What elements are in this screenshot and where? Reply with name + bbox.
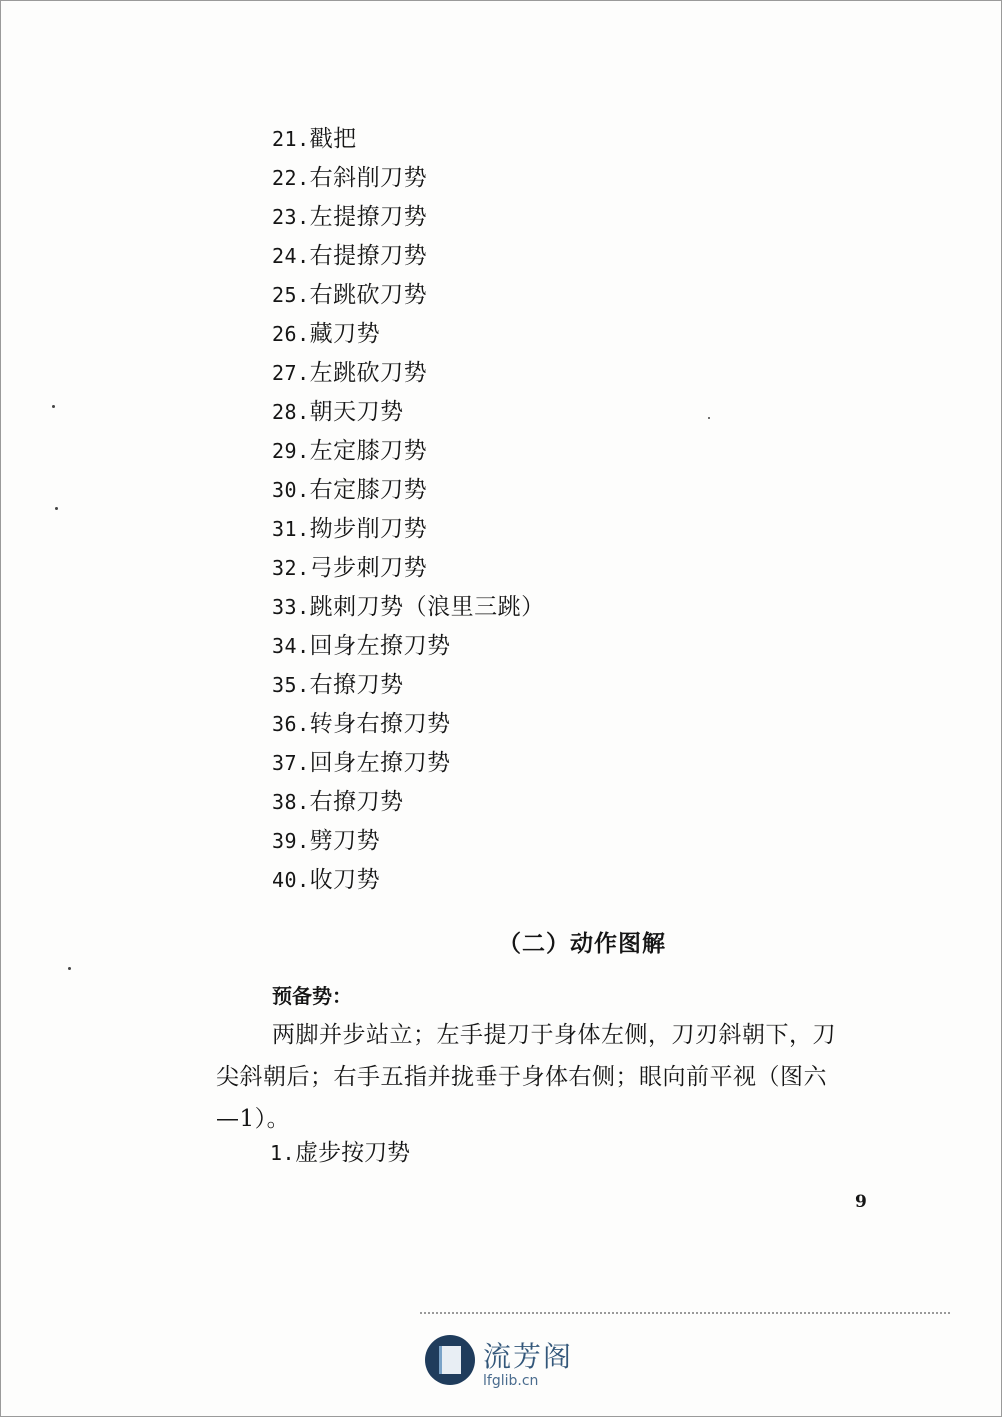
book-icon bbox=[425, 1335, 475, 1385]
toc-item bbox=[272, 354, 545, 393]
toc-item bbox=[272, 861, 545, 900]
toc-item bbox=[272, 198, 545, 237]
toc-item-title: 右提撩刀势 bbox=[309, 243, 428, 269]
toc-item bbox=[272, 432, 545, 471]
toc-item bbox=[272, 705, 545, 744]
scan-speck bbox=[52, 405, 55, 408]
toc-item-title: 朝天刀势 bbox=[309, 399, 404, 425]
move-number: 1. bbox=[270, 1141, 296, 1165]
toc-item bbox=[272, 744, 545, 783]
toc-item bbox=[272, 666, 545, 705]
toc-item-title: 转身右撩刀势 bbox=[309, 711, 451, 737]
toc-item-number: 40. bbox=[272, 868, 310, 892]
paragraph-line: 两脚并步站立；左手提刀于身体左侧，刀刃斜朝下，刀 bbox=[272, 1022, 836, 1048]
toc-item-number: 34. bbox=[272, 634, 310, 658]
toc-item-number: 26. bbox=[272, 322, 310, 346]
bottom-rule bbox=[420, 1312, 950, 1314]
watermark-url: lfglib.cn bbox=[483, 1373, 539, 1389]
scan-speck bbox=[708, 417, 710, 419]
toc-item-number: 28. bbox=[272, 400, 310, 424]
section-heading: （二）动作图解 bbox=[498, 930, 666, 957]
toc-item-number: 39. bbox=[272, 829, 310, 853]
toc-item-title: 左提撩刀势 bbox=[309, 204, 428, 230]
watermark bbox=[425, 1335, 585, 1395]
toc-item-number: 32. bbox=[272, 556, 310, 580]
toc-item-title: 跳刺刀势（浪里三跳） bbox=[309, 594, 545, 620]
toc-item-number: 25. bbox=[272, 283, 310, 307]
move-name: 虚步按刀势 bbox=[295, 1140, 411, 1166]
toc-item-title: 左跳砍刀势 bbox=[309, 360, 428, 386]
toc-item-number: 33. bbox=[272, 595, 310, 619]
toc-item bbox=[272, 510, 545, 549]
toc-item-title: 戳把 bbox=[309, 126, 357, 152]
toc-item-number: 30. bbox=[272, 478, 310, 502]
toc-item bbox=[272, 315, 545, 354]
toc-item-title: 右跳砍刀势 bbox=[309, 282, 428, 308]
toc-item-title: 回身左撩刀势 bbox=[309, 633, 451, 659]
toc-item-title: 收刀势 bbox=[309, 867, 381, 893]
toc-item bbox=[272, 627, 545, 666]
toc-item-number: 27. bbox=[272, 361, 310, 385]
toc-item bbox=[272, 549, 545, 588]
move-title bbox=[270, 1134, 410, 1167]
toc-item-number: 36. bbox=[272, 712, 310, 736]
toc-item-title: 右撩刀势 bbox=[309, 672, 404, 698]
toc-list bbox=[272, 120, 545, 900]
toc-item-title: 右斜削刀势 bbox=[309, 165, 428, 191]
toc-item bbox=[272, 783, 545, 822]
toc-item bbox=[272, 237, 545, 276]
toc-item-title: 劈刀势 bbox=[309, 828, 381, 854]
toc-item-title: 回身左撩刀势 bbox=[309, 750, 451, 776]
paragraph-line: —1）。 bbox=[216, 1106, 291, 1132]
toc-item-title: 弓步刺刀势 bbox=[309, 555, 428, 581]
toc-item-number: 31. bbox=[272, 517, 310, 541]
scan-speck bbox=[68, 967, 71, 970]
toc-item-number: 23. bbox=[272, 205, 310, 229]
toc-item bbox=[272, 822, 545, 861]
toc-item-number: 21. bbox=[272, 127, 310, 151]
toc-item bbox=[272, 276, 545, 315]
toc-item-number: 22. bbox=[272, 166, 310, 190]
page-number: 9 bbox=[855, 1192, 867, 1212]
watermark-title: 流芳阁 bbox=[483, 1340, 574, 1373]
body-paragraph bbox=[216, 1014, 896, 1140]
toc-item-title: 藏刀势 bbox=[309, 321, 381, 347]
toc-item bbox=[272, 393, 545, 432]
subheading-preparatory-stance: 预备势： bbox=[272, 984, 352, 1008]
toc-item-number: 37. bbox=[272, 751, 310, 775]
toc-item-number: 35. bbox=[272, 673, 310, 697]
toc-item bbox=[272, 471, 545, 510]
toc-item-number: 24. bbox=[272, 244, 310, 268]
scan-speck bbox=[55, 507, 58, 510]
toc-item bbox=[272, 159, 545, 198]
toc-item-title: 左定膝刀势 bbox=[309, 438, 428, 464]
toc-item bbox=[272, 120, 545, 159]
toc-item-title: 右定膝刀势 bbox=[309, 477, 428, 503]
toc-item-number: 38. bbox=[272, 790, 310, 814]
toc-item-title: 拗步削刀势 bbox=[309, 516, 428, 542]
toc-item bbox=[272, 588, 545, 627]
toc-item-number: 29. bbox=[272, 439, 310, 463]
paragraph-line: 尖斜朝后；右手五指并拢垂于身体右侧；眼向前平视（图六 bbox=[216, 1064, 827, 1090]
toc-item-title: 右撩刀势 bbox=[309, 789, 404, 815]
